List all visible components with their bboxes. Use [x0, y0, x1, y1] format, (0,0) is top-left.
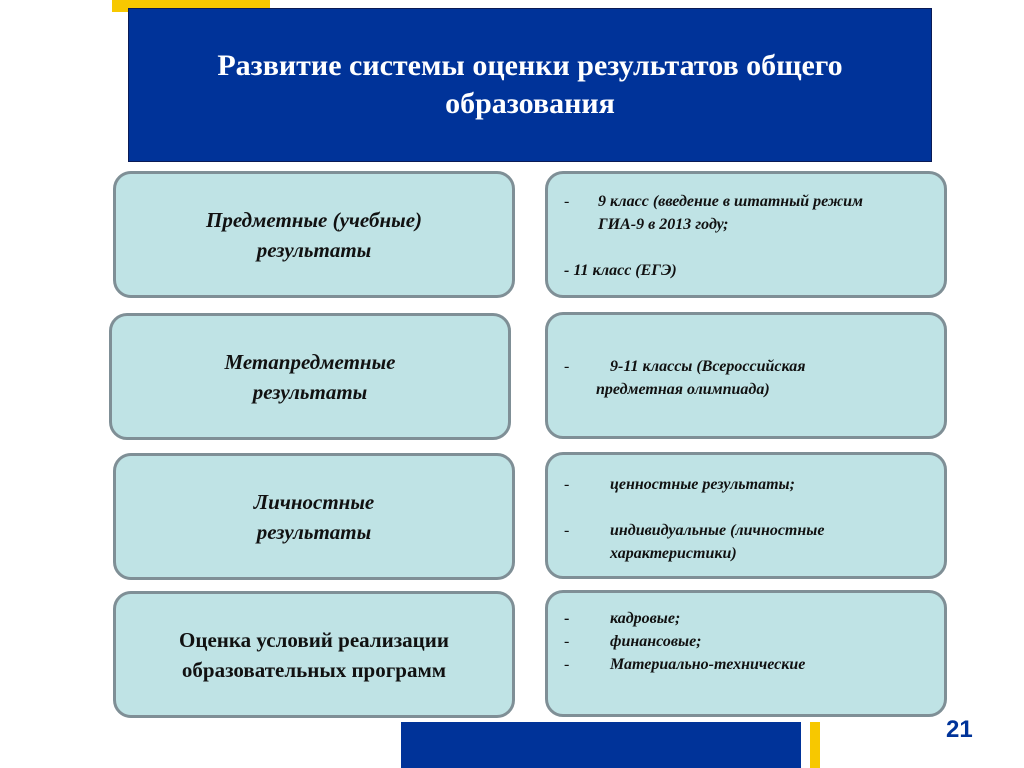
dash-marker: -	[564, 610, 570, 627]
dash-marker: -	[564, 476, 570, 493]
detail-text: 9 класс (введение в штатный режим	[598, 193, 863, 210]
detail-text: финансовые;	[610, 633, 702, 650]
detail-item	[562, 355, 924, 378]
details-box-personal	[545, 452, 947, 579]
category-label-line1: Личностные	[253, 489, 375, 514]
detail-text: - 11 класс (ЕГЭ)	[564, 262, 677, 279]
detail-item	[562, 519, 924, 542]
detail-item	[562, 473, 924, 496]
bottom-blue-bar	[401, 722, 801, 768]
detail-text: индивидуальные (личностные	[610, 522, 825, 539]
details-box-conditions	[545, 590, 947, 717]
slide-title: Развитие системы оценки результатов общего образования	[217, 49, 843, 120]
category-box-subject	[113, 171, 515, 298]
page-number: 21	[946, 716, 973, 743]
bottom-accent-bar	[810, 722, 820, 768]
detail-item	[562, 259, 924, 282]
category-label-line2: результаты	[256, 237, 372, 262]
category-label-line2: результаты	[252, 379, 368, 404]
detail-text: кадровые;	[610, 610, 681, 627]
dash-marker: -	[564, 633, 570, 650]
category-box-metasubject	[109, 313, 511, 440]
detail-text: Материально-технические	[610, 656, 806, 673]
details-box-metasubject	[545, 312, 947, 439]
detail-text: характеристики)	[610, 545, 737, 562]
title-banner	[128, 8, 932, 162]
category-label	[201, 347, 420, 407]
category-label-line2: образовательных программ	[181, 657, 447, 682]
category-label	[155, 625, 473, 685]
category-label	[230, 487, 398, 547]
detail-text: ГИА-9 в 2013 году;	[598, 216, 729, 233]
detail-item	[562, 630, 924, 653]
detail-item-continuation	[562, 542, 924, 565]
category-label	[182, 205, 446, 265]
category-box-conditions	[113, 591, 515, 718]
detail-text: предметная олимпиада)	[596, 381, 770, 398]
detail-item	[562, 607, 924, 630]
category-label-line1: Метапредметные	[224, 349, 396, 374]
category-label-line1: Оценка условий реализации	[179, 627, 449, 652]
dash-marker: -	[564, 358, 570, 375]
detail-text: 9-11 классы (Всероссийская	[610, 358, 806, 375]
detail-item-continuation	[562, 378, 924, 401]
detail-item	[562, 653, 924, 676]
detail-item	[562, 190, 924, 213]
dash-marker: -	[564, 522, 570, 539]
dash-marker: -	[564, 193, 570, 210]
category-label-line2: результаты	[256, 519, 372, 544]
category-label-line1: Предметные (учебные)	[205, 207, 423, 232]
category-box-personal	[113, 453, 515, 580]
details-box-subject	[545, 171, 947, 298]
detail-text: ценностные результаты;	[610, 476, 795, 493]
dash-marker: -	[564, 656, 570, 673]
detail-item-continuation	[562, 213, 924, 236]
